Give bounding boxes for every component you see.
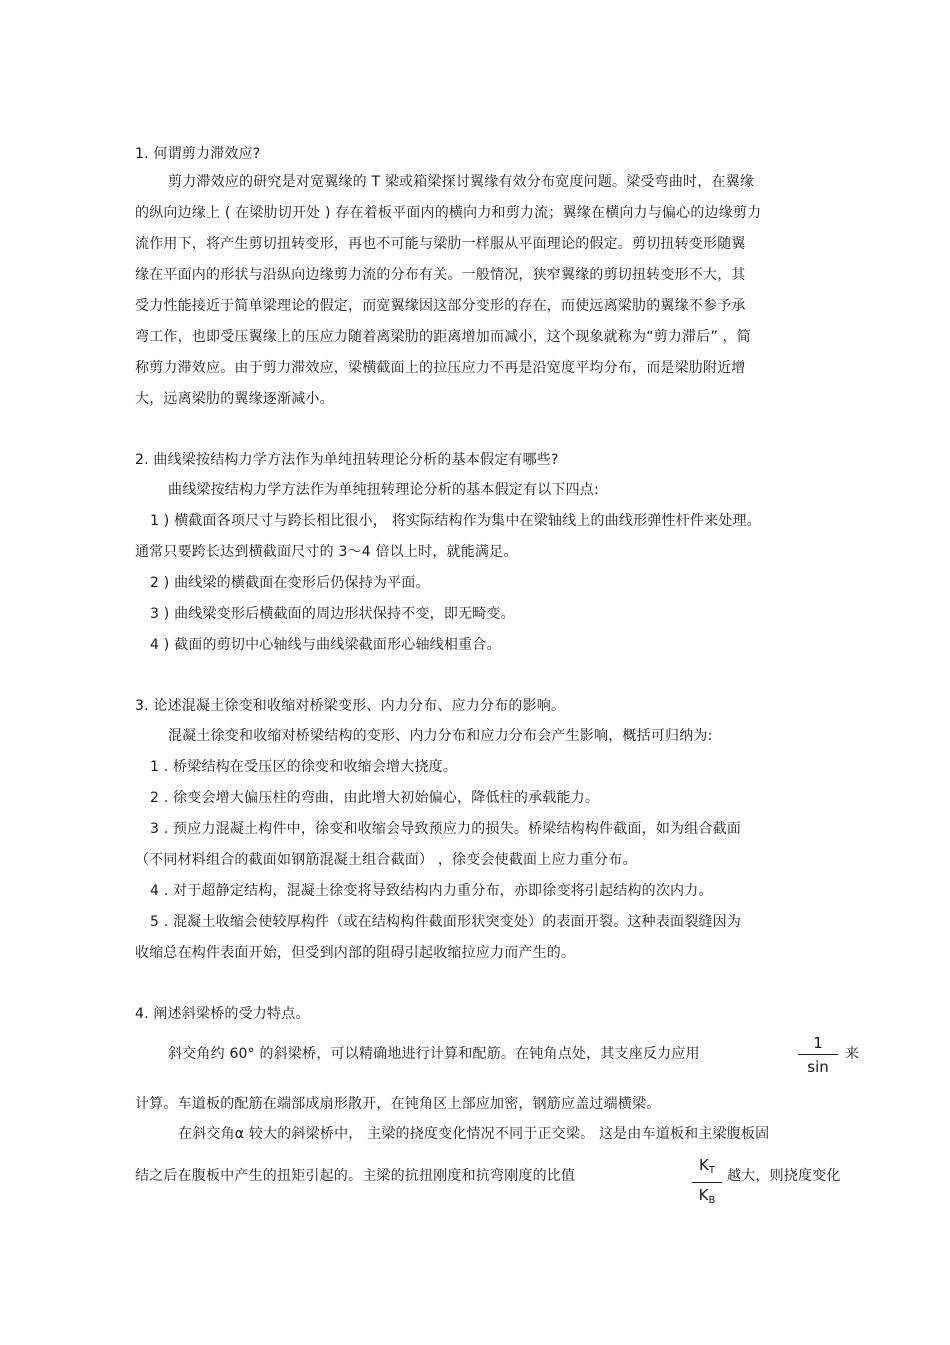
section-2-line: 3 ) 曲线梁变形后横截面的周边形状保持不变，即无畸变。 [150,606,515,622]
section-1-line: 流作用下，将产生剪切扭转变形，再也不可能与梁肋一样服从平面理论的假定。剪切扭转变形随翼 [135,236,746,252]
section-3-line: 收缩总在构件表面开始，但受到内部的阻碍引起收缩拉应力而产生的。 [135,945,576,961]
section-1-line: 受力性能接近于简单梁理论的假定，而宽翼缘因这部分变形的存在，而使远离梁肋的翼缘不参予承 [135,298,746,314]
section-1-line: 弯工作，也即受压翼缘上的压应力随着离梁肋的距离增加而减小，这个现象就称为“剪力滞后” ，简 [135,329,751,345]
section-4-line: 结之后在腹板中产生的扭矩引起的。主梁的抗扭刚度和抗弯刚度的比值 [135,1168,576,1184]
section-3-line: 2 . 徐变会增大偏压柱的弯曲，由此增大初始偏心，降低柱的承载能力。 [150,790,600,806]
section-3-line: 1 . 桥梁结构在受压区的徐变和收缩会增大挠度。 [150,759,458,775]
formula-numerator [692,1156,722,1180]
section-3-heading: 3. 论述混凝土徐变和收缩对桥梁变形、内力分布、应力分布的影响。 [135,698,566,714]
section-1-line: 缘在平面内的形状与沿纵向边缘剪力流的分布有关。一般情况，狭窄翼缘的剪切扭转变形不大，其 [135,267,746,283]
section-1-line: 的纵向边缘上 ( 在梁肋切开处 ) 存在着板平面内的横向力和剪力流；翼缘在横向力与偏心的边缘剪力 [135,205,762,221]
section-2-line: 4 ) 截面的剪切中心轴线与曲线梁截面形心轴线相重合。 [150,637,501,653]
reaction-formula [798,1034,838,1076]
formula-denominator [692,1186,722,1210]
section-1-line: 大，远离梁肋的翼缘逐渐减小。 [135,391,334,407]
section-1-line: 称剪力滞效应。由于剪力滞效应，梁横截面上的拉压应力不再是沿宽度平均分布，而是梁肋附近增 [135,360,746,376]
section-2-line: 2 ) 曲线梁的横截面在变形后仍保持为平面。 [150,575,430,591]
section-4-line-suffix: 来 [845,1046,860,1062]
section-3-line: 混凝土徐变和收缩对桥梁结构的变形、内力分布和应力分布会产生影响，概括可归纳为: [168,728,713,744]
section-3-line: 5 . 混凝土收缩会使较厚构件（或在结构构件截面形状突变处）的表面开裂。这种表面裂缝因为 [150,914,742,930]
section-4-heading: 4. 阐述斜梁桥的受力特点。 [135,1006,310,1022]
fraction-bar [692,1182,722,1183]
section-4-line: 在斜交角α 较大的斜梁桥中， 主梁的挠度变化情况不同于正交梁。 这是由车道板和主梁腹板固 [178,1126,770,1142]
section-2-line: 1 ) 横截面各项尺寸与跨长相比很小， 将实际结构作为集中在梁轴线上的曲线形弹性杆件来处理。 [150,513,761,529]
kb-symbol: K [698,1186,709,1204]
formula-denominator: sin [807,1058,829,1076]
section-3-line: 3 . 预应力混凝土构件中，徐变和收缩会导致预应力的损失。桥梁结构构件截面，如为组合截面 [150,821,742,837]
section-2-heading: 2. 曲线梁按结构力学方法作为单纯扭转理论分析的基本假定有哪些? [135,452,559,468]
section-3-line: 4 . 对于超静定结构，混凝土徐变将导致结构内力重分布，亦即徐变将引起结构的次内力。 [150,883,713,899]
kt-symbol: K [699,1156,709,1174]
section-1-heading: 1. 何谓剪力滞效应? [135,146,261,162]
section-1-line: 剪力滞效应的研究是对宽翼缘的 T 梁或箱梁探讨翼缘有效分布宽度问题。梁受弯曲时，在翼缘 [168,174,755,190]
formula-numerator: 1 [813,1034,823,1052]
kb-subscript: B [708,1195,716,1206]
stiffness-ratio-formula [692,1156,722,1210]
fraction-bar [798,1054,838,1055]
section-2-line: 通常只要跨长达到横截面尺寸的 3～4 倍以上时，就能满足。 [135,544,518,560]
kt-subscript: T [708,1165,715,1176]
section-4-line-suffix: 越大，则挠度变化 [727,1168,841,1184]
section-4-line: 斜交角约 60° 的斜梁桥，可以精确地进行计算和配筋。在钝角点处，其支座反力应用 [168,1046,700,1062]
section-3-line: （不同材料组合的截面如钢筋混凝土组合截面） ，徐变会使截面上应力重分布。 [135,852,637,868]
section-2-line: 曲线梁按结构力学方法作为单纯扭转理论分析的基本假定有以下四点: [168,482,599,498]
section-4-line: 计算。车道板的配筋在端部成扇形散开，在钝角区上部应加密，钢筋应盖过端横梁。 [135,1096,661,1112]
